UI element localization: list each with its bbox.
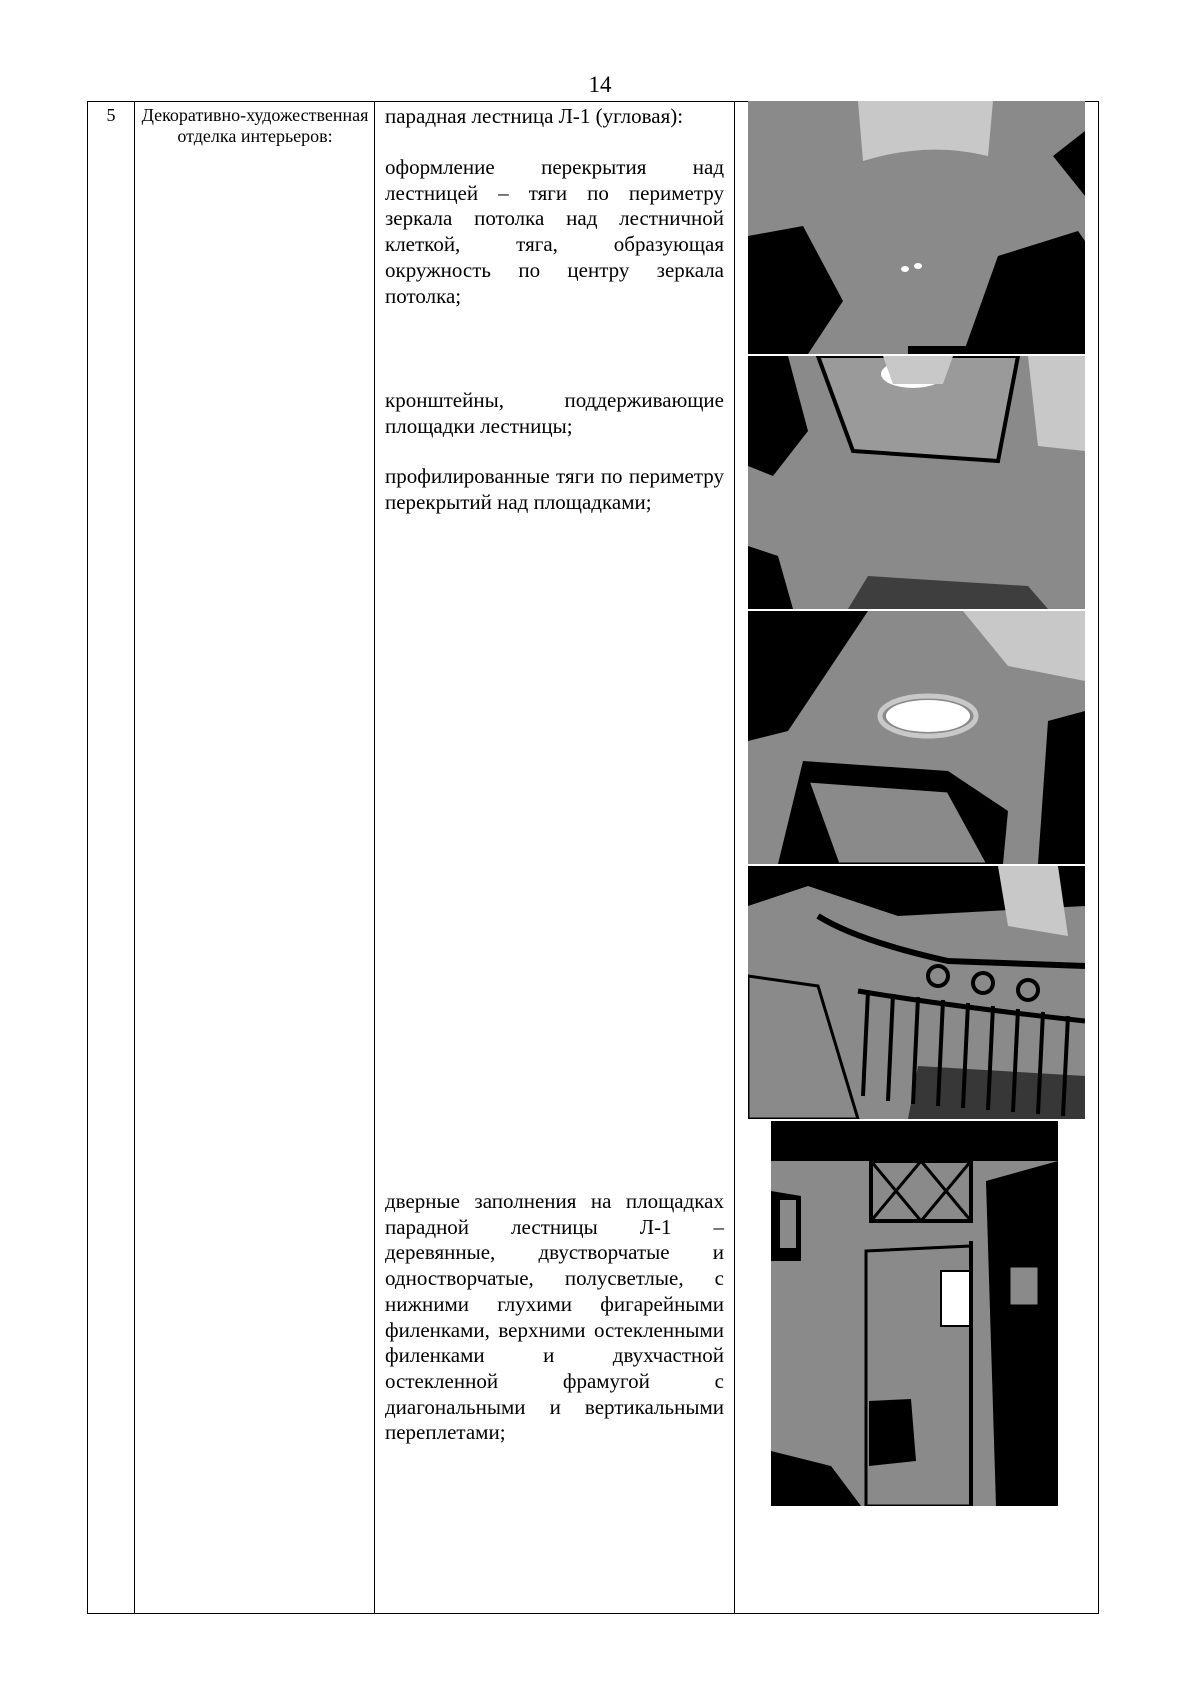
- paragraph-brackets: кронштейны, поддерживающие площадки лестницы;: [385, 388, 724, 438]
- landing-ceiling-lamp-photo: [748, 611, 1085, 864]
- column-divider: [134, 102, 135, 1613]
- inventory-table: [87, 101, 1099, 1614]
- column-divider: [374, 102, 375, 1613]
- paragraph-cornices: профилированные тяги по периметру перекрытий над площадками;: [385, 464, 724, 514]
- page-number: 14: [588, 72, 612, 97]
- landing-doors-photo: [771, 1121, 1058, 1506]
- paragraph-door-fillings: дверные заполнения на площадках парадной лестницы Л-1 – деревянные, двустворчатые и одностворчатые, полусветлые, с нижними глухими фигарейными филенками, верхними остекленными филенками и двухчастной остекленной фрамугой с диагональными и вертикальными переплетами;: [385, 1189, 724, 1445]
- row-category: Декоративно-художественная отделка интерьеров:: [141, 105, 369, 146]
- ceiling-photo: [748, 101, 1085, 354]
- stair-railing-photo: [748, 866, 1085, 1119]
- paragraph-staircase-heading: парадная лестница Л-1 (угловая):: [385, 104, 684, 128]
- paragraph-ceiling-design: оформление перекрытия над лестницей – тяги по периметру зеркала потолка над лестничной клеткой, тяга, образующая окружность по центру зеркала потолка;: [385, 155, 724, 308]
- column-divider: [734, 102, 735, 1613]
- row-number: 5: [106, 105, 116, 125]
- stairwell-ceiling-photo: [748, 356, 1085, 609]
